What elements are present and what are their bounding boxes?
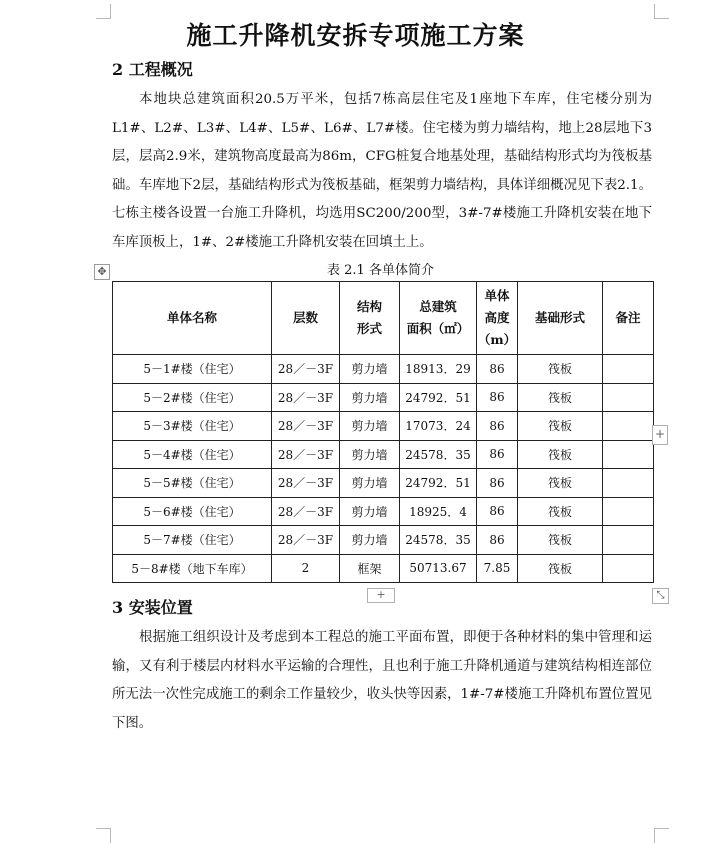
section-3-heading: 3 安装位置 <box>112 598 193 617</box>
cell-structure: 剪力墙 <box>340 469 400 498</box>
cell-remarks <box>603 497 654 526</box>
cell-remarks <box>603 355 654 384</box>
cell-height: 86 <box>477 469 518 498</box>
cell-name: 5－5#楼（住宅） <box>113 469 272 498</box>
cell-name: 5－3#楼（住宅） <box>113 412 272 441</box>
cell-foundation: 筏板 <box>518 383 603 412</box>
building-summary-table <box>112 281 654 583</box>
cell-area: 24578．35 <box>400 440 477 469</box>
cell-floors: 28／－3F <box>272 440 340 469</box>
add-column-button[interactable] <box>652 425 668 445</box>
cell-area: 18925．4 <box>400 497 477 526</box>
cell-floors: 28／－3F <box>272 526 340 555</box>
table-row <box>113 412 654 441</box>
table-caption: 表 2.1 各单体简介 <box>327 263 434 278</box>
header-remarks: 备注 <box>603 282 654 355</box>
table-row <box>113 554 654 583</box>
plus-icon: + <box>654 427 666 441</box>
cell-height: 7.85 <box>477 554 518 583</box>
cell-name: 5－2#楼（住宅） <box>113 383 272 412</box>
cell-area: 50713.67 <box>400 554 477 583</box>
cell-remarks <box>603 440 654 469</box>
cell-foundation: 筏板 <box>518 554 603 583</box>
table-row <box>113 383 654 412</box>
section-2-heading: 2 工程概况 <box>112 60 193 79</box>
plus-icon: + <box>376 588 386 601</box>
cell-name: 5－1#楼（住宅） <box>113 355 272 384</box>
cell-area: 18913．29 <box>400 355 477 384</box>
cell-floors: 28／－3F <box>272 383 340 412</box>
header-height: 单体 高度 （m） <box>477 282 518 355</box>
cell-remarks <box>603 469 654 498</box>
cell-foundation: 筏板 <box>518 497 603 526</box>
cell-structure: 剪力墙 <box>340 355 400 384</box>
cell-name: 5－6#楼（住宅） <box>113 497 272 526</box>
table-row <box>113 355 654 384</box>
header-structure: 结构 形式 <box>340 282 400 355</box>
table-row <box>113 526 654 555</box>
cell-floors: 2 <box>272 554 340 583</box>
cell-structure: 剪力墙 <box>340 412 400 441</box>
table-row <box>113 440 654 469</box>
cell-height: 86 <box>477 440 518 469</box>
cell-remarks <box>603 412 654 441</box>
cell-height: 86 <box>477 497 518 526</box>
cell-name: 5－4#楼（住宅） <box>113 440 272 469</box>
cell-name: 5－7#楼（住宅） <box>113 526 272 555</box>
cell-area: 24792．51 <box>400 383 477 412</box>
resize-diagonal-icon: ⤡ <box>656 590 665 601</box>
cell-foundation: 筏板 <box>518 355 603 384</box>
cell-remarks <box>603 526 654 555</box>
header-foundation: 基础形式 <box>518 282 603 355</box>
add-row-button[interactable] <box>367 588 395 603</box>
cell-floors: 28／－3F <box>272 497 340 526</box>
cell-floors: 28／－3F <box>272 355 340 384</box>
cell-structure: 框架 <box>340 554 400 583</box>
cell-area: 24792．51 <box>400 469 477 498</box>
section-3-paragraph: 根据施工组织设计及考虑到本工程总的施工平面布置，即便于各种材料的集中管理和运输，又有利于楼层内材料水平运输的合理性，且也利于施工升降机通道与建筑结构相连部位所无法一次性完成施工的剩余工作量较少，收头快等因素，1#-7#楼施工升降机布置位置见下图。 <box>112 630 652 731</box>
cell-foundation: 筏板 <box>518 412 603 441</box>
move-arrows-icon: ✥ <box>97 265 107 278</box>
header-floors: 层数 <box>272 282 340 355</box>
cell-structure: 剪力墙 <box>340 383 400 412</box>
cell-floors: 28／－3F <box>272 469 340 498</box>
header-name: 单体名称 <box>113 282 272 355</box>
cell-structure: 剪力墙 <box>340 497 400 526</box>
section-2-paragraph: 本地块总建筑面积20.5万平米，包括7栋高层住宅及1座地下车库，住宅楼分别为L1#、L2#、L3#、L4#、L5#、L6#、L7#楼。住宅楼为剪力墙结构，地上28层地下3层，层高2.9米，建筑物高度最高为86m，CFG桩复合地基处理，基础结构形式均为筏板基础。车库地下2层，基础结构形式为筏板基础，框架剪力墙结构，具体详细概况见下表2.1。七栋主楼各设置一台施工升降机，均选用SC200/200型，3#-7#楼施工升降机安装在地下车库顶板上，1#、2#楼施工升降机安装在回填土上。 <box>112 92 652 250</box>
table-row <box>113 497 654 526</box>
cell-remarks <box>603 554 654 583</box>
cell-foundation: 筏板 <box>518 440 603 469</box>
cell-remarks <box>603 383 654 412</box>
cell-name: 5－8#楼（地下车库） <box>113 554 272 583</box>
document-title: 施工升降机安拆专项施工方案 <box>186 21 525 50</box>
cell-height: 86 <box>477 355 518 384</box>
cell-floors: 28／－3F <box>272 412 340 441</box>
cell-area: 17073．24 <box>400 412 477 441</box>
table-row <box>113 469 654 498</box>
table-header-row <box>113 282 654 355</box>
cell-height: 86 <box>477 383 518 412</box>
header-area: 总建筑 面积（㎡） <box>400 282 477 355</box>
cell-structure: 剪力墙 <box>340 440 400 469</box>
cell-area: 24578．35 <box>400 526 477 555</box>
cell-structure: 剪力墙 <box>340 526 400 555</box>
cell-foundation: 筏板 <box>518 526 603 555</box>
cell-height: 86 <box>477 412 518 441</box>
cell-height: 86 <box>477 526 518 555</box>
cell-foundation: 筏板 <box>518 469 603 498</box>
table-resize-handle[interactable] <box>652 588 669 604</box>
